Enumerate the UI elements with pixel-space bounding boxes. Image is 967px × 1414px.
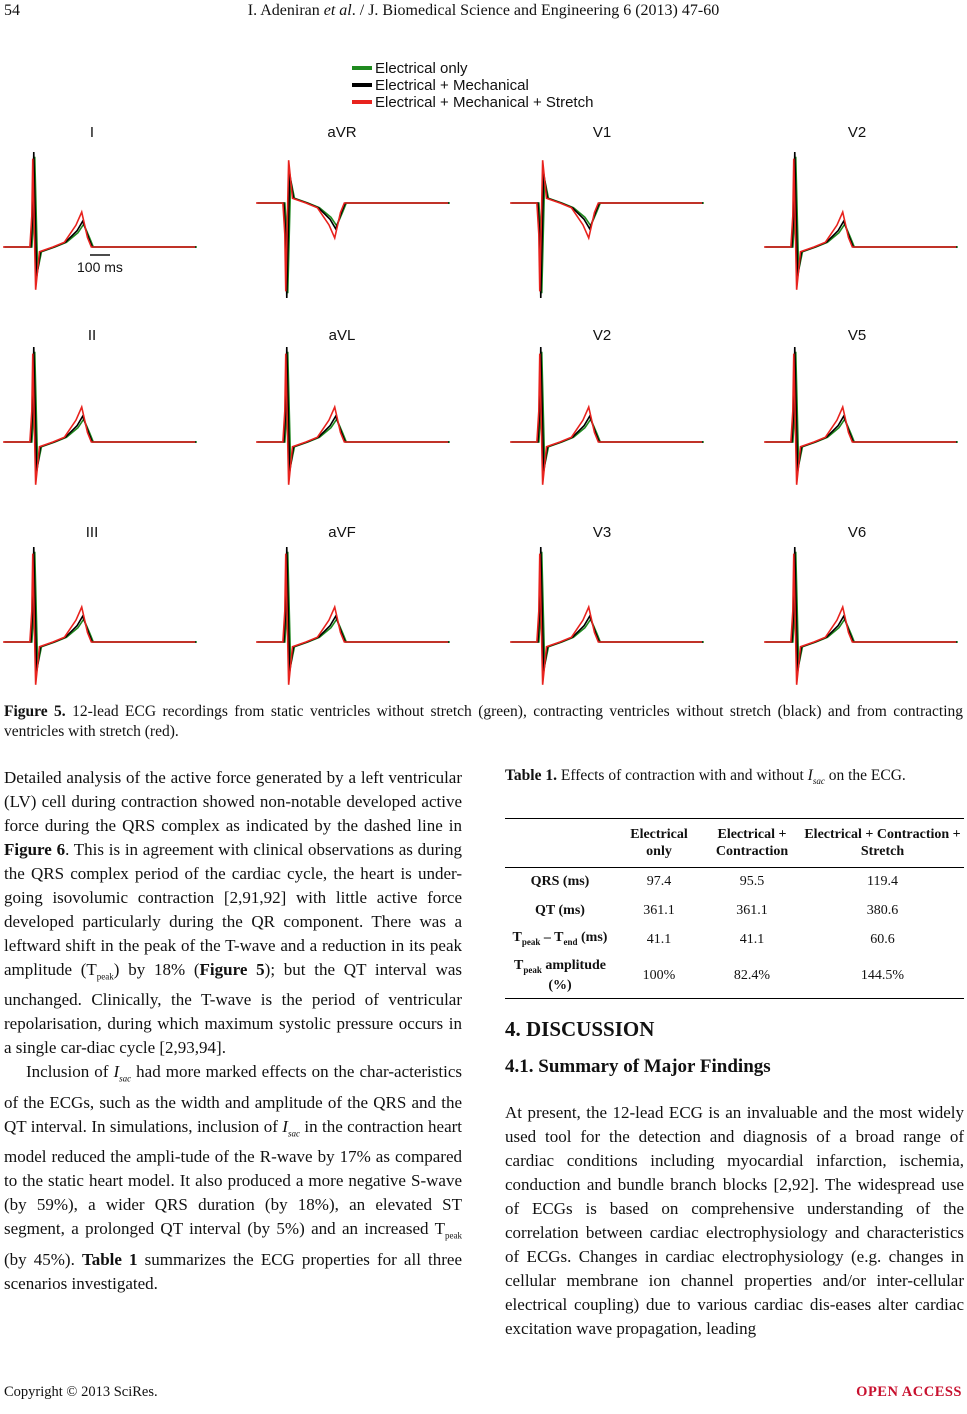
ecg-lead-trace bbox=[256, 547, 450, 685]
ecg-lead-trace bbox=[510, 547, 704, 685]
table-cell: 41.1 bbox=[646, 932, 672, 947]
lead-label: aVL bbox=[328, 327, 356, 344]
table-header: Electrical + Contraction bbox=[715, 827, 789, 859]
lead-label: III bbox=[85, 524, 99, 541]
table-cell: 41.1 bbox=[739, 932, 765, 947]
scale-bar-label: 100 ms bbox=[77, 259, 123, 275]
lead-label: V5 bbox=[847, 327, 867, 344]
table-cell: 97.4 bbox=[646, 874, 672, 890]
table-1 bbox=[505, 818, 964, 999]
ecg-figure bbox=[0, 55, 967, 685]
lead-label: V2 bbox=[592, 327, 612, 344]
table-header-empty bbox=[505, 819, 615, 868]
section-heading: 4. DISCUSSION bbox=[505, 1017, 655, 1041]
row-header: QT (ms) bbox=[535, 903, 585, 918]
figure-caption: Figure 5. 12-lead ECG recordings from static ventricles without stretch (green), contracting ventricles without stretch (black) and from contracting ventricles with stretch (red). bbox=[4, 703, 964, 740]
table-cell: 144.5% bbox=[860, 968, 905, 984]
discussion-text: At present, the 12-lead ECG is an invaluable and the most widely used tool for the detection and diagnosis of a broad range of cardiac conditions including myocardial infarction, ischemia, conduction and bundle branch blocks [2,92]. The widespread use of ECGs is based on comprehensive understanding of the correlation between cardiac electrophysiology and characteristics of ECGs. Changes in cardiac electrophysiology (e.g. changes in cellular membrane ion channel properties and/or inter-cellular electrical coupling) due to various cardiac dis-eases alter cardiac excitation wave propagation, leading bbox=[505, 1103, 964, 1338]
table-header: Electrical + Contraction + Stretch bbox=[804, 827, 961, 859]
running-head: I. Adeniran et al. / J. Biomedical Science and Engineering 6 (2013) 47-60 bbox=[247, 2, 720, 19]
table-header: Electrical only bbox=[630, 827, 688, 859]
ecg-lead-trace bbox=[510, 347, 704, 485]
row-header: QRS (ms) bbox=[530, 874, 590, 890]
lead-label: II bbox=[87, 327, 97, 344]
table-cell: 361.1 bbox=[736, 903, 768, 918]
ecg-waveform bbox=[3, 554, 195, 685]
ecg-waveform bbox=[510, 160, 702, 291]
table-cell: 361.1 bbox=[643, 903, 675, 918]
ecg-waveform bbox=[256, 554, 448, 685]
ecg-lead-trace bbox=[3, 547, 197, 685]
table-cell: 380.6 bbox=[866, 903, 899, 918]
table-row bbox=[505, 926, 964, 955]
ecg-waveform bbox=[764, 554, 956, 685]
ecg-lead-trace bbox=[764, 152, 958, 290]
table-cell: 60.6 bbox=[870, 932, 895, 947]
table-row bbox=[505, 868, 964, 897]
ecg-waveform bbox=[256, 160, 448, 291]
row-header: $T_{peak}$ amplitude (%) bbox=[513, 958, 607, 994]
ecg-lead-trace bbox=[256, 347, 450, 485]
left-column bbox=[4, 766, 462, 1296]
lead-label: V6 bbox=[847, 524, 867, 541]
ecg-lead-trace bbox=[3, 347, 197, 485]
row-header: $T_{peak} - T_{end}$ (ms) bbox=[512, 930, 608, 947]
legend-label: Electrical + Mechanical + Stretch bbox=[375, 94, 594, 111]
lead-label: aVR bbox=[327, 124, 357, 141]
ecg-waveform bbox=[764, 159, 956, 290]
lead-label: I bbox=[89, 124, 95, 141]
table-cell: 82.4% bbox=[733, 968, 771, 984]
ecg-waveform bbox=[510, 354, 702, 485]
subsection-heading: 4.1. Summary of Major Findings bbox=[505, 1056, 771, 1077]
open-access-label: OPEN ACCESS bbox=[856, 1384, 962, 1400]
ecg-lead-trace bbox=[764, 547, 958, 685]
ecg-waveform bbox=[764, 354, 956, 485]
page-number: 54 bbox=[4, 2, 20, 19]
ecg-lead-trace bbox=[510, 160, 704, 298]
lead-label: V2 bbox=[847, 124, 867, 141]
paragraph-2: Inclusion of $I_{sac}$ had more marked effects on the char-acteristics of the ECGs, such as the width and amplitude of the QRS and the QT interval. In simulations, inclusion of $I_{sac}$ in the contraction heart model reduced the ampli-tude of the R-wave by 17% as compared to the static heart model. It also produced a more negative S-wave (by 59%), a wider QRS duration (by 18%), an elevated ST segment, a prolonged QT interval (by 5%) and an increased $T_{peak}$ (by 45%). Table 1 summarizes the ECG properties for all three scenarios investigated. bbox=[4, 1062, 462, 1293]
paragraph-1: Detailed analysis of the active force generated by a left ventricular (LV) cell during contraction showed non-notable developed active force during the QRS complex as indicated by the dashed line in Figure 6. This is in agreement with clinical observations as during the QRS complex period of the cardiac cycle, the heart is under-going isovolumic contraction [2,91,92] with little active force developed particularly during the QR component. There was a leftward shift in the peak of the T-wave and a reduction in its peak amplitude $(T_{peak})$ by 18% (Figure 5); but the QT interval was unchanged. Clinically, the T-wave is the period of ventricular repolarisation, during which maximum systolic pressure occurs in a single car-diac cycle [2,93,94]. bbox=[4, 768, 463, 1058]
ecg-waveform bbox=[3, 354, 195, 485]
lead-label: aVF bbox=[328, 524, 356, 541]
table-caption: Table 1. Effects of contraction with and without $I_{sac}$ on the ECG. bbox=[505, 767, 906, 787]
table-row bbox=[505, 955, 964, 999]
table-row bbox=[505, 897, 964, 926]
ecg-waveform bbox=[256, 354, 448, 485]
table-cell: 119.4 bbox=[867, 874, 898, 890]
table-cell: 95.5 bbox=[739, 874, 765, 890]
table-header-row bbox=[505, 819, 964, 868]
ecg-lead-trace bbox=[764, 347, 958, 485]
lead-label: V3 bbox=[592, 524, 612, 541]
ecg-figure-svg bbox=[0, 55, 967, 685]
table-cell: 100% bbox=[642, 968, 676, 984]
legend-label: Electrical + Mechanical bbox=[375, 77, 529, 94]
legend-label: Electrical only bbox=[375, 60, 468, 77]
ecg-waveform bbox=[510, 554, 702, 685]
copyright-footer: Copyright © 2013 SciRes. bbox=[4, 1384, 158, 1400]
ecg-lead-trace bbox=[256, 160, 450, 298]
lead-label: V1 bbox=[592, 124, 612, 141]
